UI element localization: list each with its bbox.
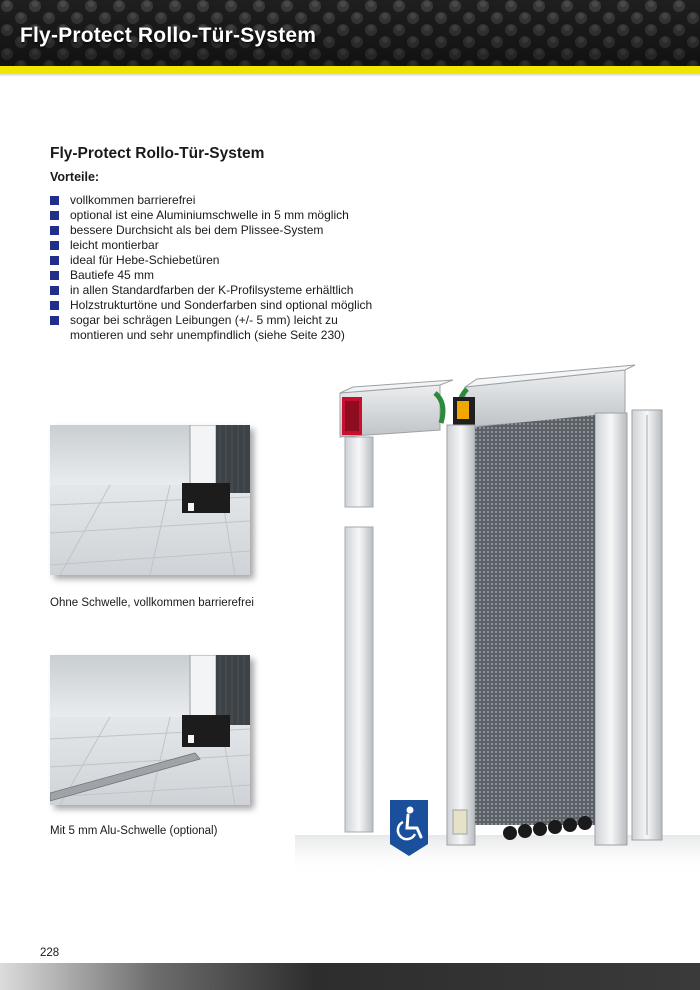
footer-bar (0, 963, 700, 990)
wheelchair-icon (390, 800, 428, 856)
content-title: Fly-Protect Rollo-Tür-System (50, 145, 265, 162)
advantages-list (50, 193, 430, 343)
list-item-continuation (50, 328, 430, 343)
list-item-text: montieren und sehr unempfindlich (siehe Seite 230) (70, 328, 345, 342)
advantages-heading: Vorteile: (50, 170, 100, 184)
list-item (50, 193, 430, 208)
list-item-text: Holzstrukturtöne und Sonderfarben sind optional möglich (70, 298, 373, 312)
header-title: Fly-Protect Rollo-Tür-System (20, 24, 317, 47)
photo-no-threshold (50, 425, 250, 575)
page-number: 228 (40, 947, 60, 959)
list-item (50, 298, 430, 313)
bullet-square-icon (50, 226, 59, 235)
bullet-square-icon (50, 271, 59, 280)
list-item (50, 268, 430, 283)
list-item-text: vollkommen barrierefrei (70, 193, 196, 207)
list-item (50, 313, 430, 328)
page-header (0, 0, 700, 66)
list-item-text: ideal für Hebe-Schiebetüren (70, 253, 220, 267)
roller-door-illustration (295, 355, 700, 875)
floor-door-threshold-image (50, 655, 250, 805)
list-item (50, 208, 430, 223)
bullet-square-icon (50, 241, 59, 250)
floor-door-image (50, 425, 250, 575)
list-item-text: optional ist eine Aluminiumschwelle in 5 mm möglich (70, 208, 349, 222)
list-item-text: in allen Standardfarben der K-Profilsysteme erhältlich (70, 283, 354, 297)
bullet-square-icon (50, 196, 59, 205)
photo-alu-threshold (50, 655, 250, 805)
bullet-square-icon (50, 256, 59, 265)
header-accent-bar (0, 66, 700, 74)
bullet-square-icon (50, 286, 59, 295)
photo-caption: Ohne Schwelle, vollkommen barrierefrei (50, 597, 254, 609)
list-item-text: Bautiefe 45 mm (70, 268, 155, 282)
list-item-text: leicht montierbar (70, 238, 159, 252)
list-item (50, 283, 430, 298)
bullet-square-icon (50, 301, 59, 310)
list-item (50, 238, 430, 253)
photo-caption: Mit 5 mm Alu-Schwelle (optional) (50, 825, 218, 837)
list-item (50, 253, 430, 268)
bullet-square-icon (50, 316, 59, 325)
list-item-text: bessere Durchsicht als bei dem Plissee-System (70, 223, 324, 237)
list-item-text: sogar bei schrägen Leibungen (+/- 5 mm) leicht zu (70, 313, 338, 327)
bullet-square-icon (50, 211, 59, 220)
list-item (50, 223, 430, 238)
